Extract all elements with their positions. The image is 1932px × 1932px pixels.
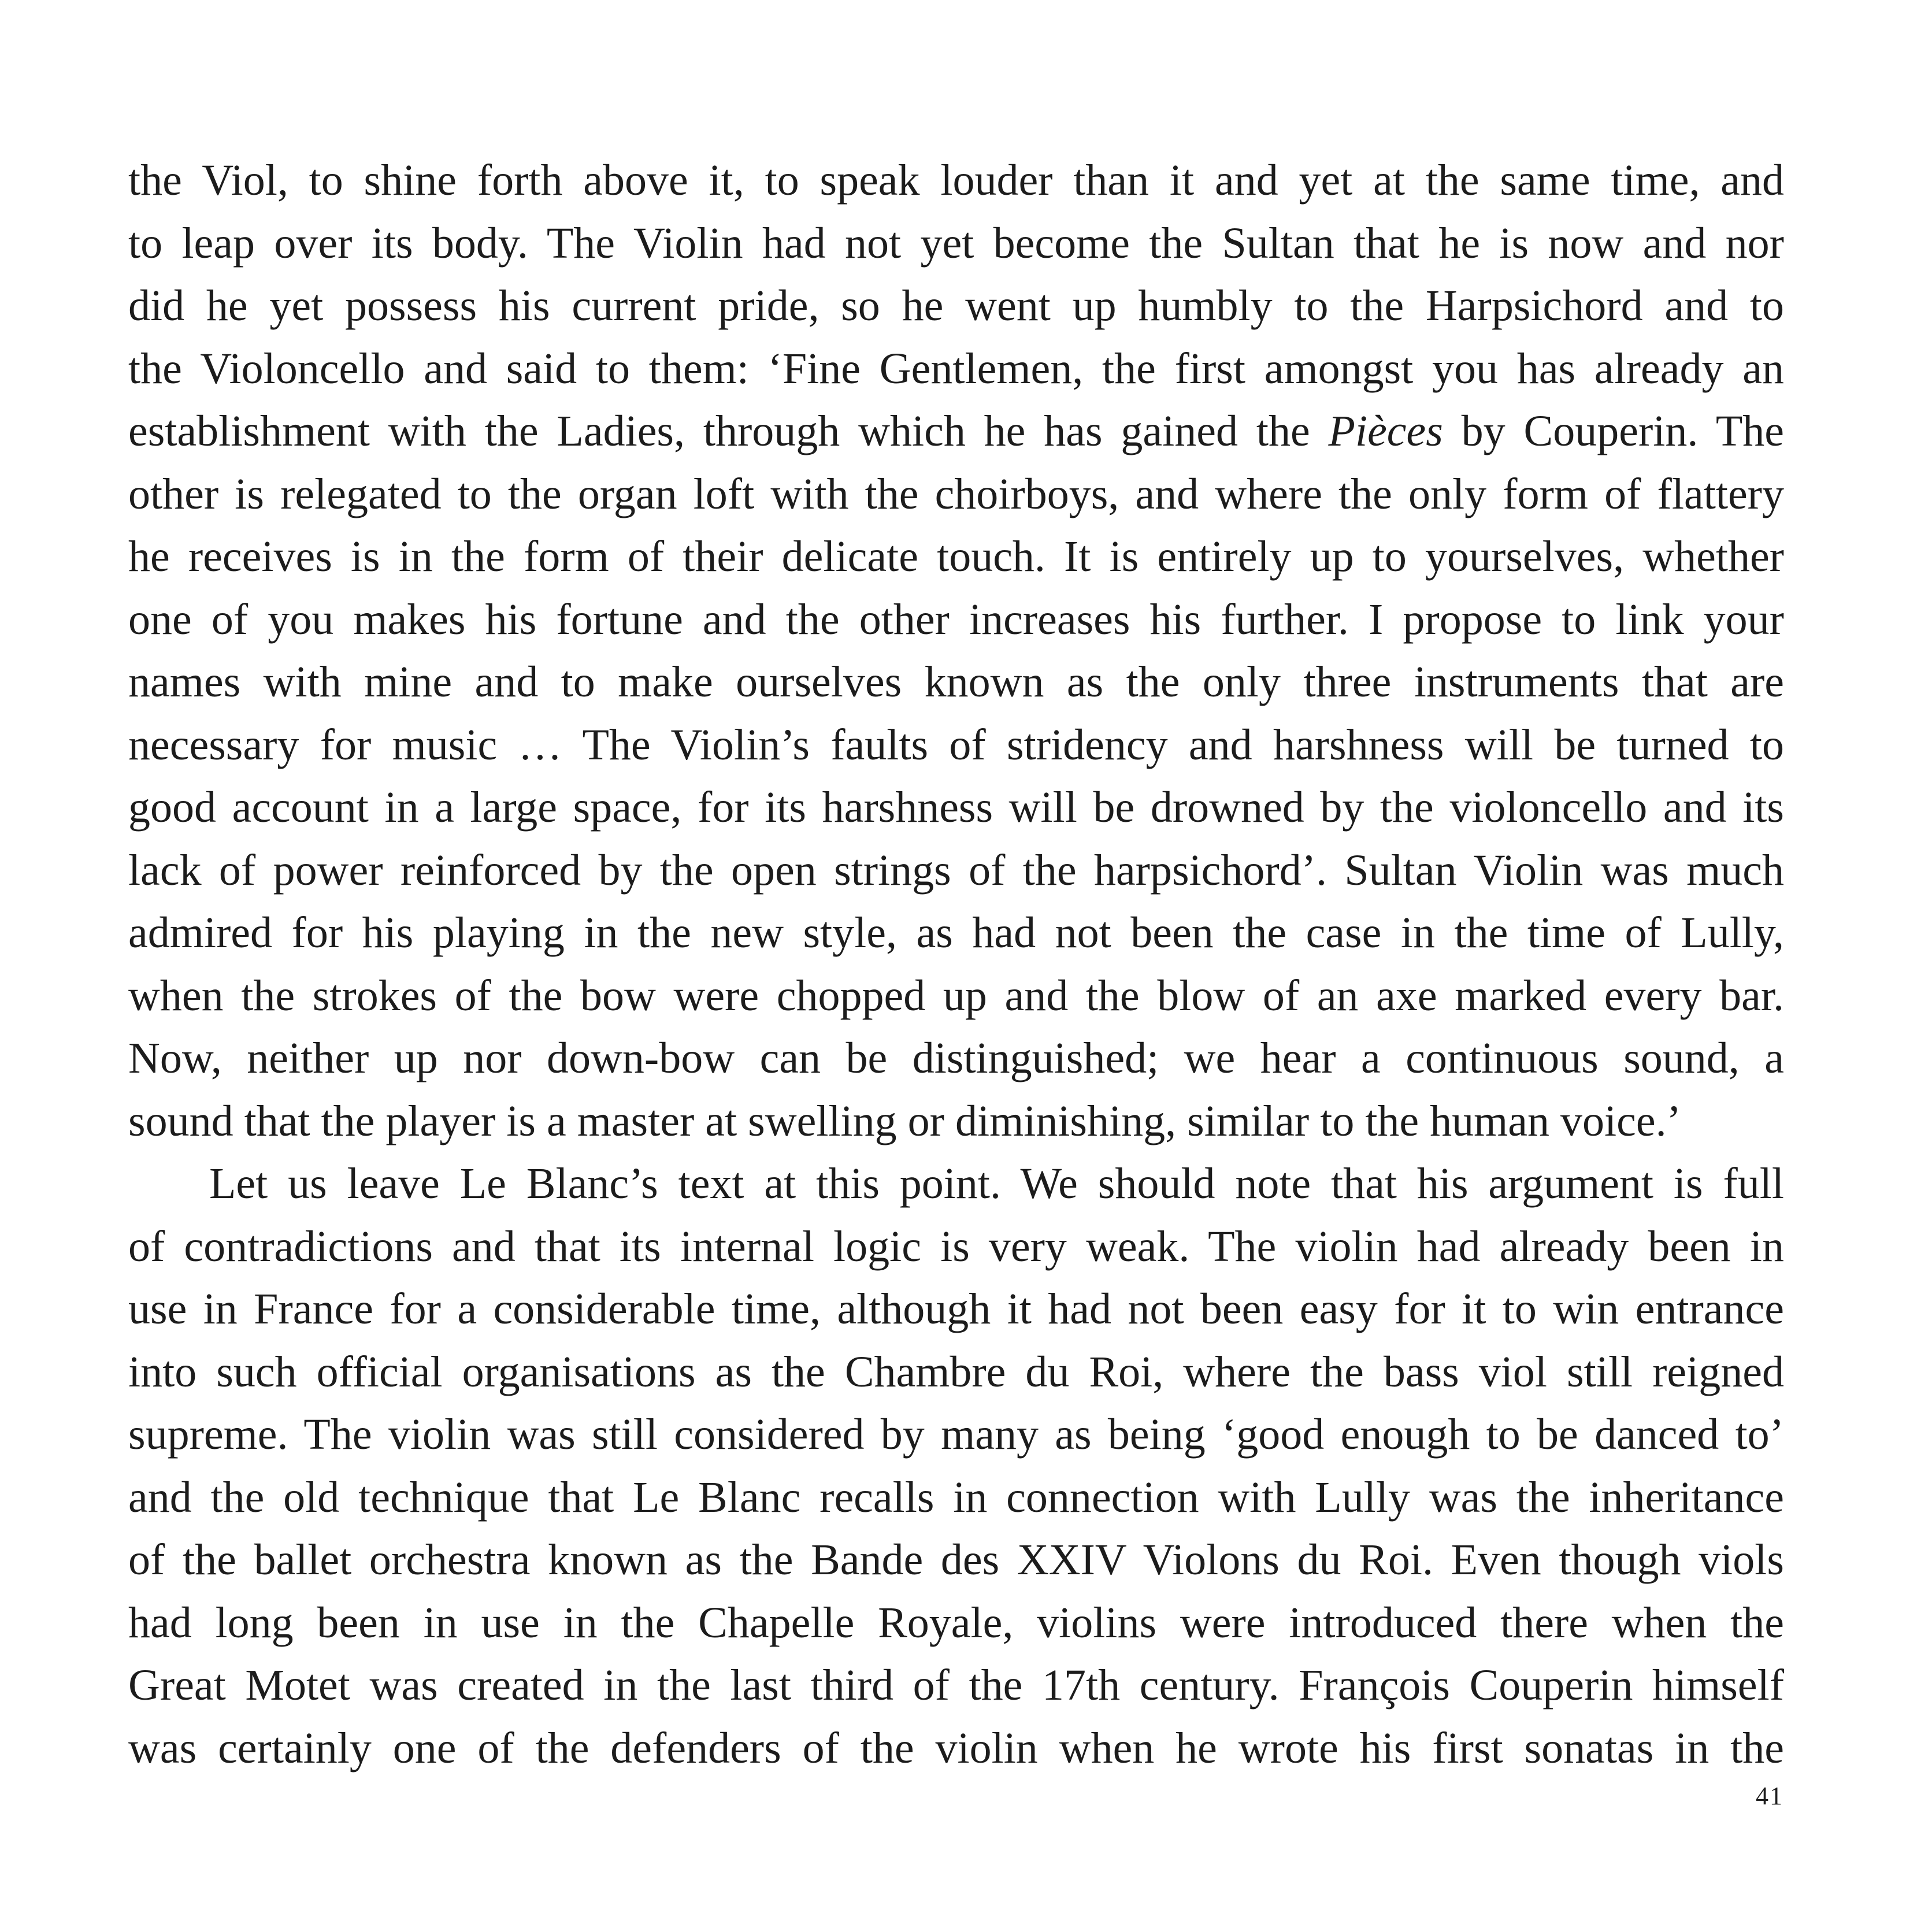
italic-title: Pièces <box>1328 407 1443 455</box>
text-line: the Violoncello and said to them: ‘Fine Gentlemen, the first amongst you has already an <box>128 344 1784 393</box>
text-line: use in France for a considerable time, although it had not been easy for it to win entrance <box>128 1285 1784 1333</box>
text-line: one of you makes his fortune and the other increases his further. I propose to link your <box>128 595 1784 644</box>
text-line: admired for his playing in the new style, as had not been the case in the time of Lully, <box>128 908 1784 957</box>
text-line: and the old technique that Le Blanc recalls in connection with Lully was the inheritance <box>128 1473 1784 1522</box>
text-line: had long been in use in the Chapelle Royale, violins were introduced there when the <box>128 1598 1784 1647</box>
body-text <box>128 149 1784 1779</box>
text-line: Let us leave Le Blanc’s text at this point. We should note that his argument is full <box>209 1159 1784 1208</box>
text-line: when the strokes of the bow were chopped up and the blow of an axe marked every bar. <box>128 971 1784 1020</box>
text-segment: establishment with the Ladies, through which he has gained the <box>128 407 1329 455</box>
text-line: to leap over its body. The Violin had not yet become the Sultan that he is now and nor <box>128 218 1784 268</box>
text-line: was certainly one of the defenders of the violin when he wrote his first sonatas in the <box>128 1723 1784 1772</box>
text-line: supreme. The violin was still considered by many as being ‘good enough to be danced to’ <box>128 1410 1784 1459</box>
text-line: other is relegated to the organ loft with the choirboys, and where the only form of flattery <box>128 469 1784 518</box>
text-line: necessary for music … The Violin’s faults of stridency and harshness will be turned to <box>128 720 1784 769</box>
text-line: sound that the player is a master at swelling or diminishing, similar to the human voice.’ <box>128 1096 1681 1145</box>
text-line: Now, neither up nor down-bow can be distinguished; we hear a continuous sound, a <box>128 1034 1784 1082</box>
text-line: he receives is in the form of their delicate touch. It is entirely up to yourselves, whether <box>128 532 1784 581</box>
text-line: names with mine and to make ourselves known as the only three instruments that are <box>128 658 1784 706</box>
text-line: of the ballet orchestra known as the Bande des XXIV Violons du Roi. Even though viols <box>128 1536 1784 1584</box>
text-line: Great Motet was created in the last third of the 17th century. François Couperin himself <box>128 1661 1784 1709</box>
text-line: good account in a large space, for its harshness will be drowned by the violoncello and its <box>128 783 1784 832</box>
paragraph-2 <box>128 1152 1784 1779</box>
page-number: 41 <box>1756 1782 1783 1810</box>
text-segment: by Couperin. The <box>1442 407 1785 455</box>
text-line: lack of power reinforced by the open strings of the harpsichord’. Sultan Violin was much <box>128 846 1784 895</box>
text-line: the Viol, to shine forth above it, to speak louder than it and yet at the same time, and <box>128 156 1784 205</box>
text-line: into such official organisations as the Chambre du Roi, where the bass viol still reigned <box>128 1347 1784 1396</box>
text-line: did he yet possess his current pride, so he went up humbly to the Harpsichord and to <box>128 281 1784 330</box>
paragraph-1 <box>128 149 1784 1152</box>
text-line <box>128 400 1784 463</box>
text-line: of contradictions and that its internal logic is very weak. The violin had already been in <box>128 1222 1784 1271</box>
